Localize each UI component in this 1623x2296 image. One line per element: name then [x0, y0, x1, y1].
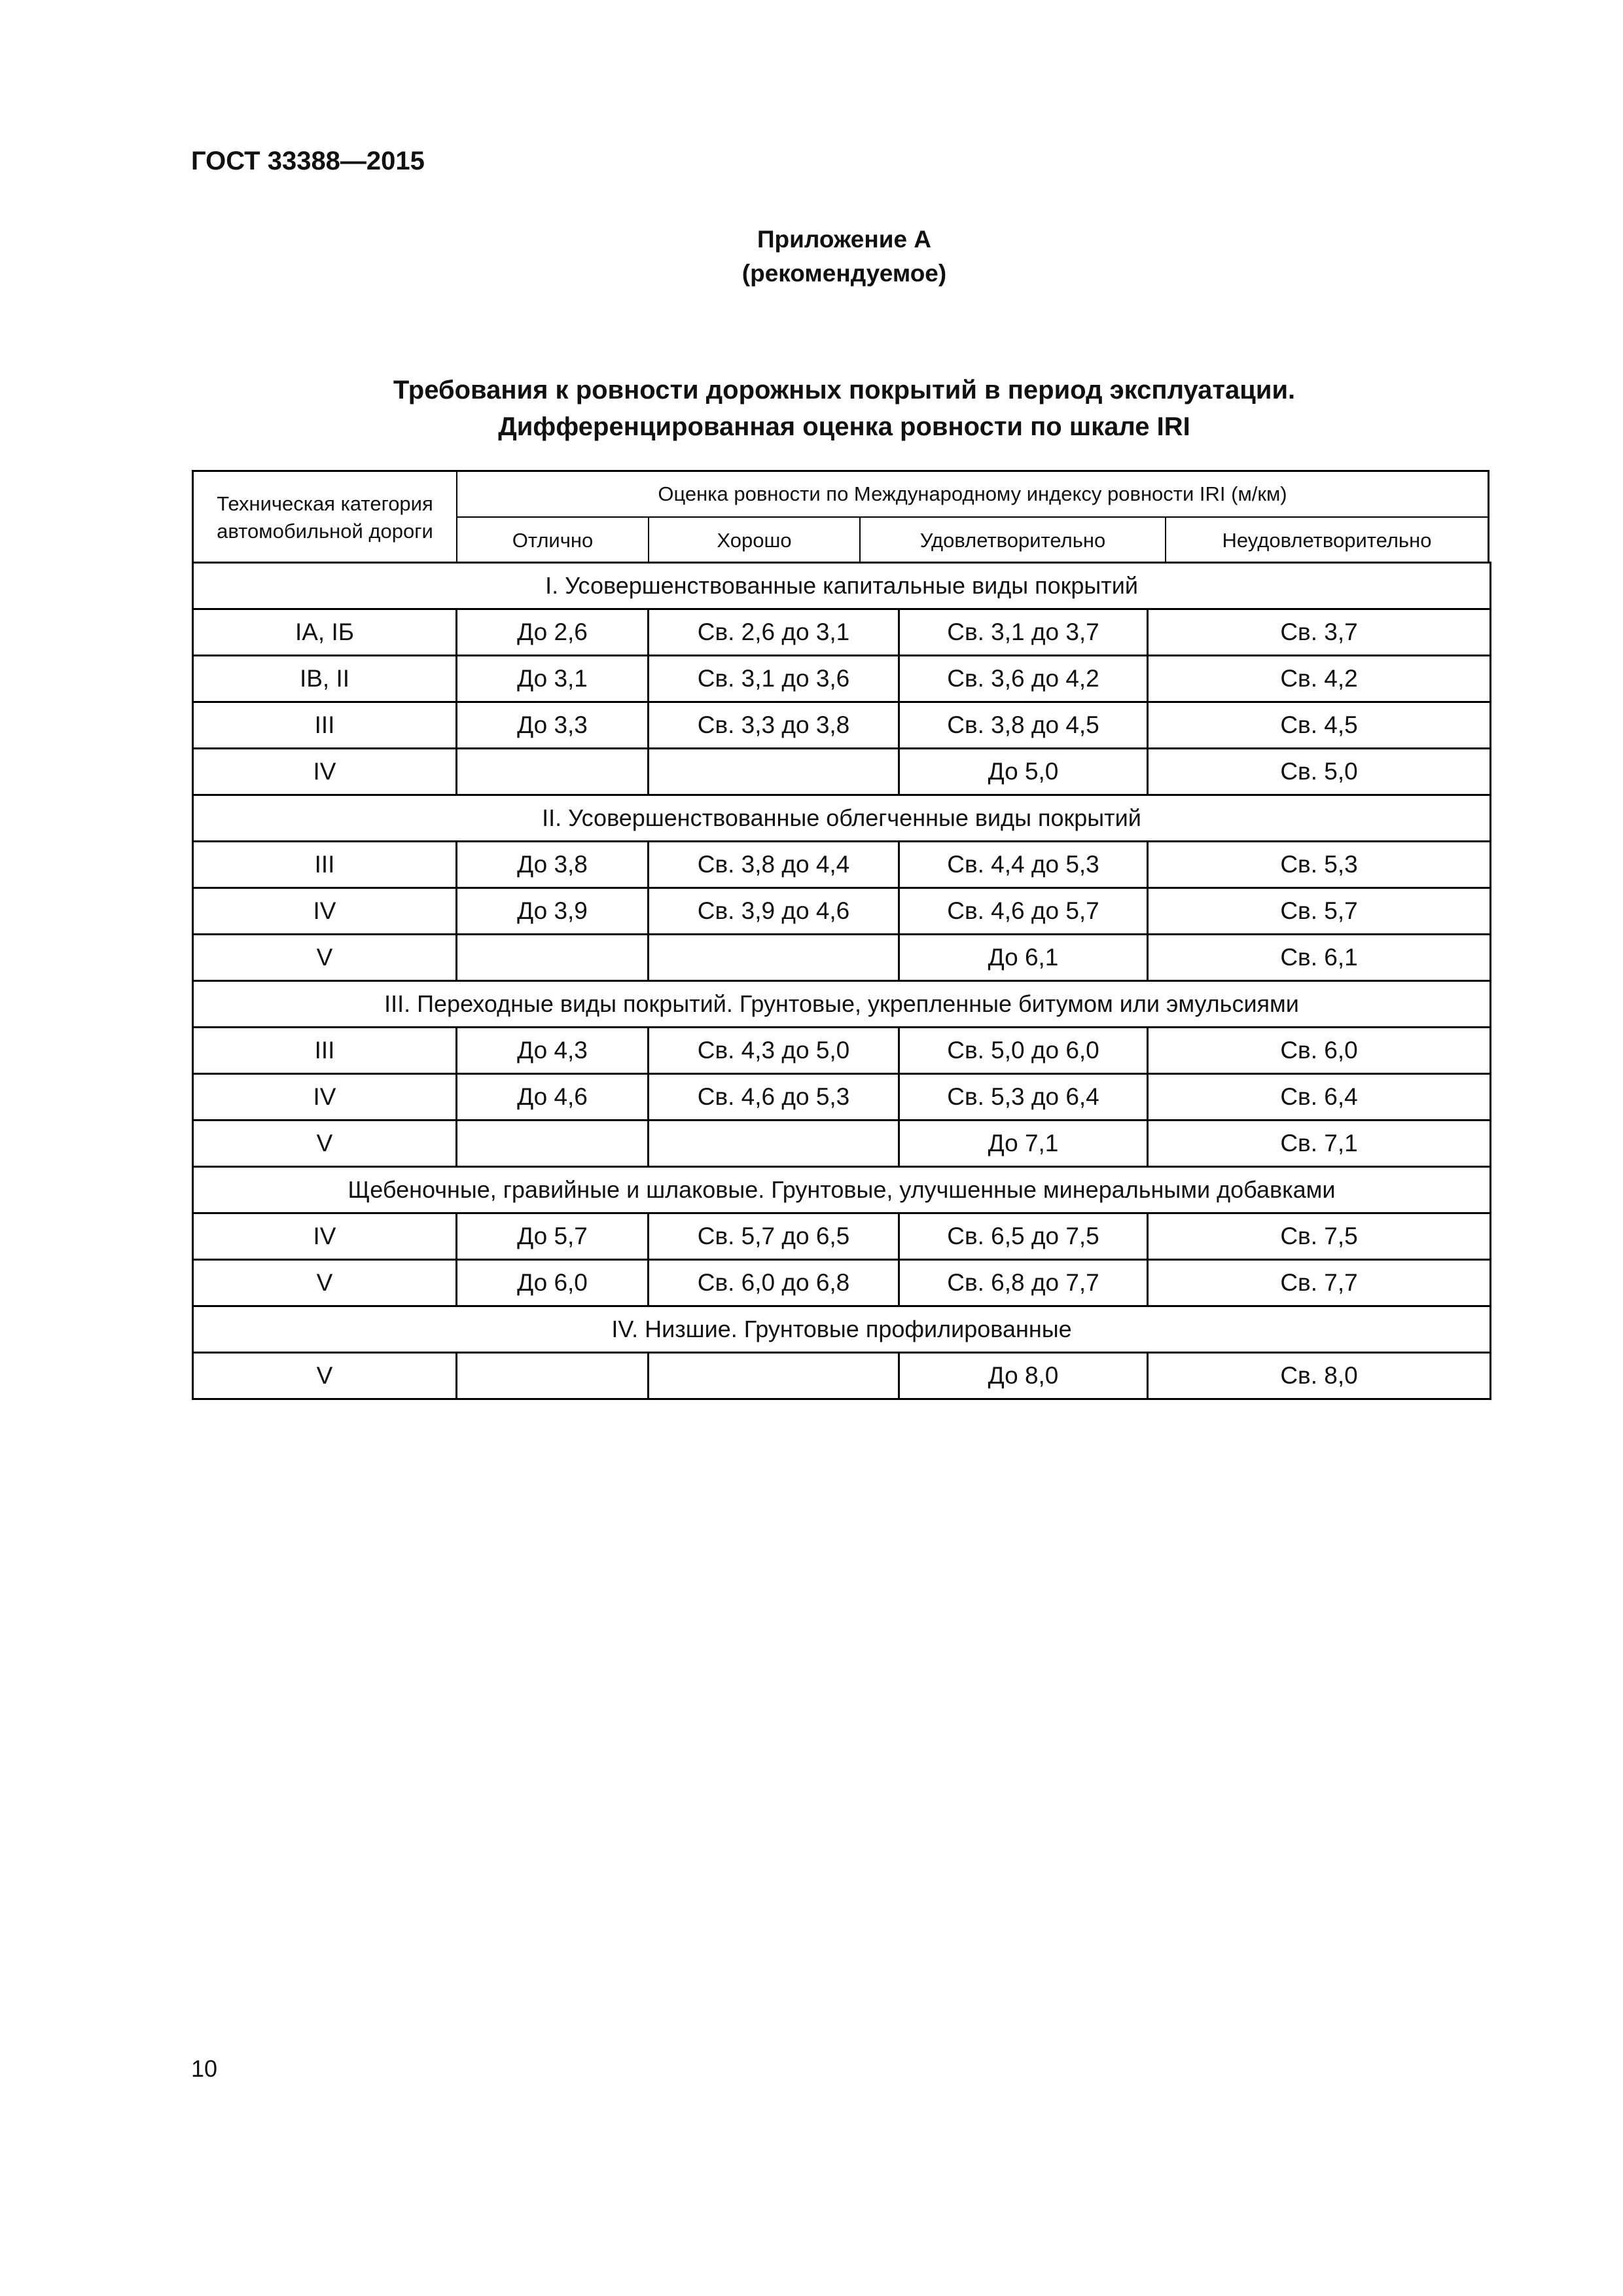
section-title: Щебеночные, гравийные и шлаковые. Грунтовые, улучшенные минеральными добавками: [193, 1167, 1491, 1213]
value-cell: Св. 4,5: [1148, 702, 1491, 749]
section-row: [193, 795, 1491, 842]
grade-header-excellent: Отлично: [457, 518, 649, 564]
category-cell: V: [193, 1260, 457, 1306]
category-cell: IV: [193, 888, 457, 935]
value-cell: Св. 3,9 до 4,6: [649, 888, 899, 935]
annex-subtitle: (рекомендуемое): [741, 260, 947, 287]
value-cell: До 3,9: [457, 888, 649, 935]
value-cell: Св. 5,7: [1148, 888, 1491, 935]
value-cell: Св. 3,8 до 4,5: [899, 702, 1148, 749]
table-title: [0, 372, 1623, 445]
iri-table: [192, 562, 1491, 1400]
document-code: ГОСТ 33388—2015: [191, 147, 425, 175]
value-cell: До 6,1: [899, 935, 1148, 981]
value-cell: До 3,1: [457, 656, 649, 702]
section-title: II. Усовершенствованные облегченные виды покрытий: [193, 795, 1491, 842]
value-cell: До 4,6: [457, 1074, 649, 1121]
grade-header-good: Хорошо: [649, 518, 861, 564]
table-row: [193, 1028, 1491, 1074]
table-row: [193, 1260, 1491, 1306]
value-cell: Св. 4,6 до 5,7: [899, 888, 1148, 935]
category-cell: IB, II: [193, 656, 457, 702]
value-cell: Св. 3,6 до 4,2: [899, 656, 1148, 702]
value-cell: [457, 935, 649, 981]
section-row: [193, 981, 1491, 1028]
annex-heading: [0, 223, 1623, 291]
table-row: [193, 1353, 1491, 1399]
table-row: [193, 842, 1491, 888]
value-cell: Св. 3,8 до 4,4: [649, 842, 899, 888]
value-cell: [457, 1121, 649, 1167]
table-row: [193, 749, 1491, 795]
section-row: [193, 1167, 1491, 1213]
page-number: 10: [191, 2055, 218, 2082]
value-cell: Св. 2,6 до 3,1: [649, 609, 899, 656]
value-cell: Св. 6,8 до 7,7: [899, 1260, 1148, 1306]
value-cell: До 5,7: [457, 1213, 649, 1260]
value-cell: До 7,1: [899, 1121, 1148, 1167]
value-cell: Св. 5,0 до 6,0: [899, 1028, 1148, 1074]
value-cell: [457, 749, 649, 795]
section-title: IV. Низшие. Грунтовые профилированные: [193, 1306, 1491, 1353]
value-cell: Св. 6,0 до 6,8: [649, 1260, 899, 1306]
value-cell: Св. 7,5: [1148, 1213, 1491, 1260]
value-cell: До 3,8: [457, 842, 649, 888]
category-cell: IV: [193, 749, 457, 795]
value-cell: Св. 6,0: [1148, 1028, 1491, 1074]
table-title-line-2: Дифференцированная оценка ровности по шкале IRI: [498, 412, 1190, 441]
value-cell: Св. 3,1 до 3,7: [899, 609, 1148, 656]
table-row: [193, 935, 1491, 981]
value-cell: Св. 3,3 до 3,8: [649, 702, 899, 749]
value-cell: Св. 4,6 до 5,3: [649, 1074, 899, 1121]
table-row: [193, 1213, 1491, 1260]
category-cell: IA, IБ: [193, 609, 457, 656]
value-cell: Св. 5,3 до 6,4: [899, 1074, 1148, 1121]
category-cell: V: [193, 1121, 457, 1167]
section-title: III. Переходные виды покрытий. Грунтовые, укрепленные битумом или эмульсиями: [193, 981, 1491, 1028]
value-cell: [649, 749, 899, 795]
value-cell: [649, 935, 899, 981]
value-cell: [649, 1353, 899, 1399]
value-cell: Св. 4,2: [1148, 656, 1491, 702]
category-cell: IV: [193, 1213, 457, 1260]
value-cell: Св. 5,7 до 6,5: [649, 1213, 899, 1260]
value-cell: Св. 7,7: [1148, 1260, 1491, 1306]
table-header: [192, 470, 1489, 562]
value-cell: Св. 7,1: [1148, 1121, 1491, 1167]
table-row: [193, 1074, 1491, 1121]
category-header: Техническая категория автомобильной дороги: [194, 472, 457, 564]
value-cell: [457, 1353, 649, 1399]
section-row: [193, 1306, 1491, 1353]
value-cell: До 3,3: [457, 702, 649, 749]
value-cell: Св. 8,0: [1148, 1353, 1491, 1399]
value-cell: Св. 3,1 до 3,6: [649, 656, 899, 702]
category-cell: V: [193, 935, 457, 981]
table-row: [193, 656, 1491, 702]
value-cell: Св. 5,3: [1148, 842, 1491, 888]
value-cell: До 2,6: [457, 609, 649, 656]
category-cell: III: [193, 1028, 457, 1074]
value-cell: Св. 6,5 до 7,5: [899, 1213, 1148, 1260]
table-row: [193, 609, 1491, 656]
value-cell: Св. 6,1: [1148, 935, 1491, 981]
grade-header-satisfactory: Удовлетворительно: [861, 518, 1166, 564]
category-cell: III: [193, 702, 457, 749]
value-cell: Св. 3,7: [1148, 609, 1491, 656]
category-cell: III: [193, 842, 457, 888]
table-title-line-1: Требования к ровности дорожных покрытий в период эксплуатации.: [393, 376, 1296, 404]
table-row: [193, 702, 1491, 749]
value-cell: Св. 4,3 до 5,0: [649, 1028, 899, 1074]
value-cell: Св. 5,0: [1148, 749, 1491, 795]
table-row: [193, 888, 1491, 935]
value-cell: [649, 1121, 899, 1167]
evaluation-header: Оценка ровности по Международному индексу ровности IRI (м/км): [457, 472, 1488, 518]
value-cell: До 5,0: [899, 749, 1148, 795]
category-cell: IV: [193, 1074, 457, 1121]
annex-title: Приложение А: [757, 226, 932, 253]
section-title: I. Усовершенствованные капитальные виды покрытий: [193, 563, 1491, 609]
value-cell: До 4,3: [457, 1028, 649, 1074]
value-cell: До 8,0: [899, 1353, 1148, 1399]
value-cell: Св. 6,4: [1148, 1074, 1491, 1121]
grade-header-unsatisfactory: Неудовлетворительно: [1222, 529, 1432, 552]
section-row: [193, 563, 1491, 609]
category-cell: V: [193, 1353, 457, 1399]
value-cell: До 6,0: [457, 1260, 649, 1306]
table-body: [193, 563, 1491, 1399]
table-row: [193, 1121, 1491, 1167]
value-cell: Св. 4,4 до 5,3: [899, 842, 1148, 888]
